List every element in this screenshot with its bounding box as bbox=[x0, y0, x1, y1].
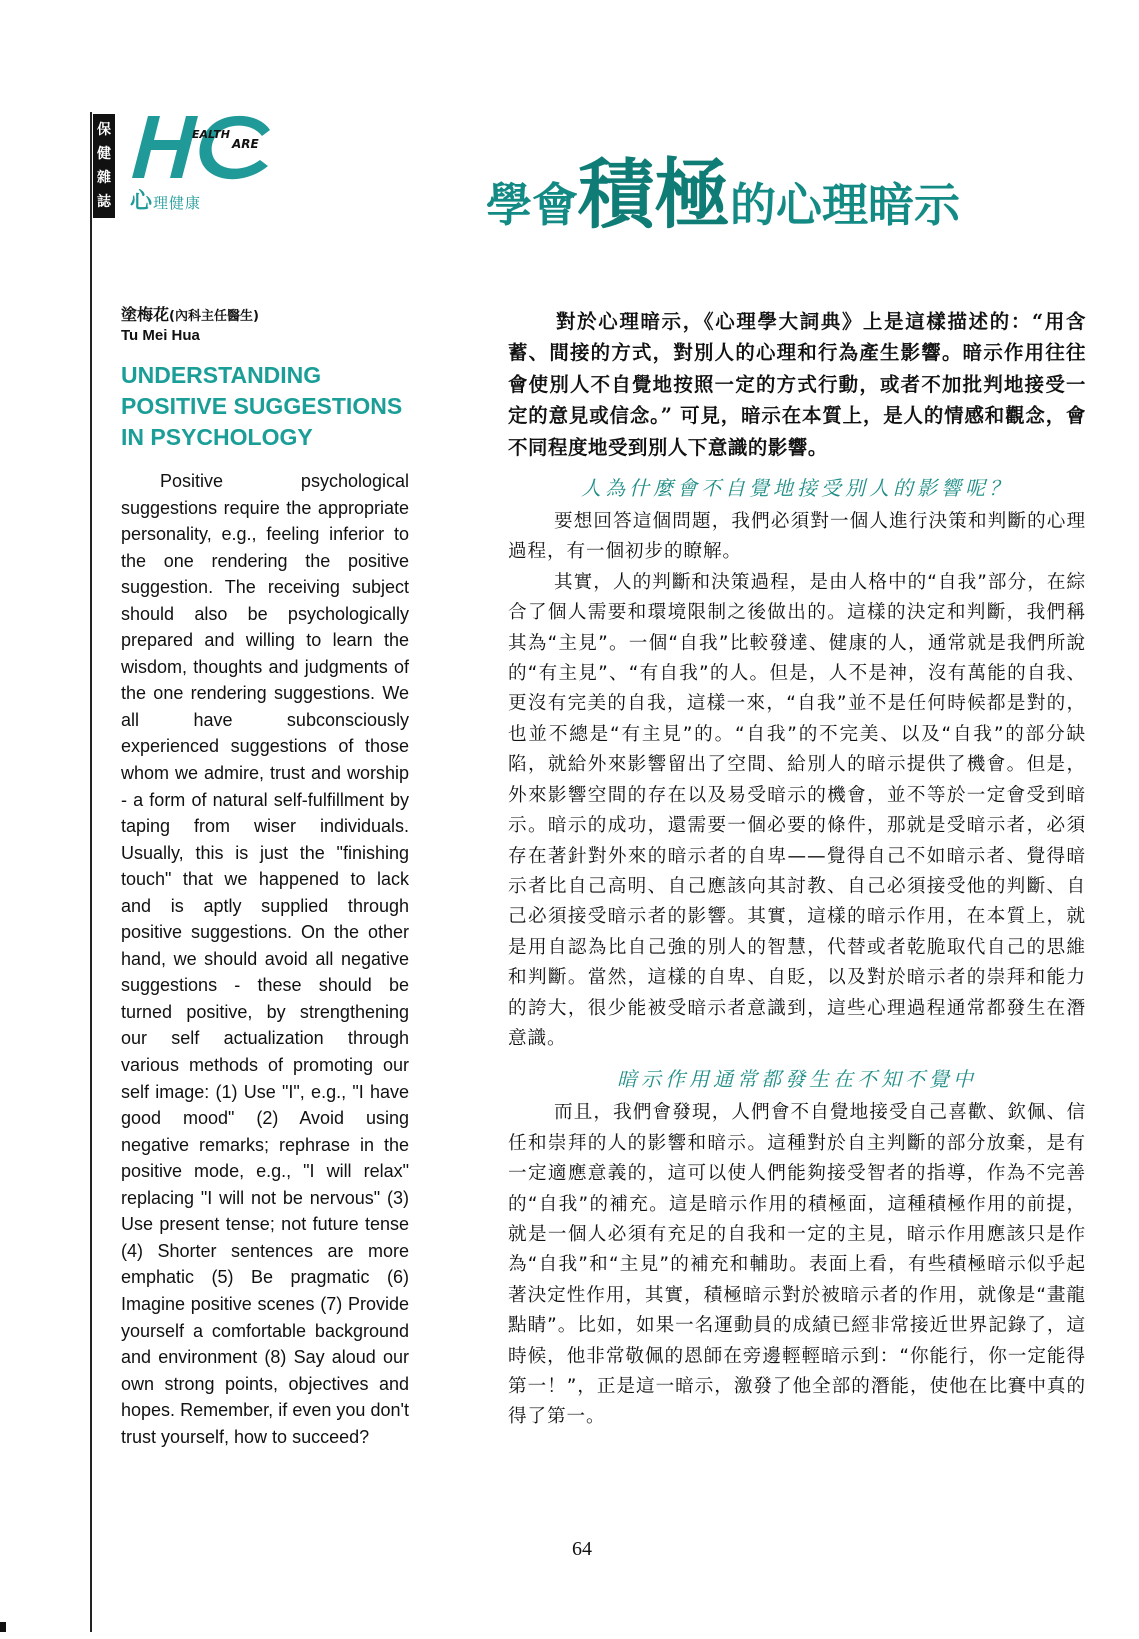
subheading-2: 暗示作用通常都發生在不知不覺中 bbox=[617, 1067, 977, 1092]
english-body: Positive psychological suggestions require the appropriate personality, e.g., feeling inferior to the one rendering the positive suggestion. The receiving subject should also be psychologically prepared and willing to learn the wisdom, thoughts and judgments of the one rendering suggestions. We all have subconsciously experienced suggestions of those whom we admire, trust and worship - a form of natural self-fulfillment by taping from wiser individuals. Usually, this is just the "finishing touch" that we happened to lack and is aptly supplied through positive suggestions. On the other hand, we should avoid all negative suggestions - these should be turned positive, by strengthening our self actualization through various methods of promoting our self image: (1) Use "I", e.g., "I have good mood" (2) Avoid using negative remarks; rephrase in the positive mode, e.g., "I will relax" replacing "I will not be nervous" (3) Use present tense; not future tense (4) Shorter sentences are more emphatic (5) Be pragmatic (6) Imagine positive scenes (7) Provide yourself a comfortable background and environment (8) Say aloud our own strong points, objectives and hopes. Remember, if even you don't trust yourself, how to succeed? bbox=[121, 471, 409, 1447]
hc-logo-graphic bbox=[120, 108, 290, 188]
author-english: Tu Mei Hua bbox=[121, 327, 200, 344]
page-number: 64 bbox=[572, 1538, 592, 1560]
paragraph-1: 要想回答這個問題，我們必須對一個人進行決策和判斷的心理過程，有一個初步的瞭解。 bbox=[508, 511, 1086, 563]
section-name-first: 心 bbox=[130, 189, 154, 214]
magazine-vertical-label bbox=[93, 114, 115, 218]
article-title bbox=[486, 150, 1106, 240]
lead-paragraph: 對於心理暗示，《心理學大詞典》上是這樣描述的：“用含蓄、間接的方式，對別人的心理和行為產生影響。暗示作用往往會使別人不自覺地按照一定的方式行動，或者不加批判地接受一定的意見或信念。” 可見，暗示在本質上，是人的情感和觀念，會不同程度地受到別人下意識的影響。 bbox=[508, 310, 1086, 459]
paragraph-3: 而且，我們會發現，人們會不自覺地接受自己喜歡、欽佩、信任和崇拜的人的影響和暗示。這種對於自主判斷的部分放棄，是有一定適應意義的，這可以使人們能夠接受智者的指導，作為不完善的“自我”的補充。這是暗示作用的積極面，這種積極作用的前提，就是一個人必須有充足的自我和一定的主見，暗示作用應該只是作為“自我”和“主見”的補充和輔助。表面上看，有些積極暗示似乎起著決定性作用，其實，積極暗示對於被暗示者的作用，就像是“畫龍點睛”。比如，如果一名運動員的成績已經非常接近世界記錄了，這時候，他非常敬佩的恩師在旁邊輕輕暗示到：“你能行，你一定能得第一！”，正是這一暗示，激發了他全部的潛能，使他在比賽中真的得了第一。 bbox=[508, 1102, 1086, 1428]
magazine-char: 誌 bbox=[97, 194, 111, 210]
title-part-2: 積極 bbox=[578, 150, 730, 239]
column-rule bbox=[90, 112, 92, 1632]
logo-word-top: EALTH bbox=[192, 128, 230, 141]
english-heading: UNDERSTANDING POSITIVE SUGGESTIONS IN PSYCHOLOGY bbox=[121, 362, 403, 450]
magazine-char: 健 bbox=[97, 146, 111, 162]
title-part-3: 的心理暗示 bbox=[730, 178, 960, 232]
title-part-1: 學會 bbox=[486, 178, 578, 232]
logo-word-bottom: ARE bbox=[232, 137, 259, 151]
subheading-1: 人為什麼會不自覺地接受別人的影響呢？ bbox=[581, 476, 1013, 501]
edge-mark bbox=[0, 1622, 6, 1632]
magazine-char: 保 bbox=[97, 122, 111, 138]
section-name bbox=[130, 184, 201, 215]
author-role-cn: (內科主任醫生) bbox=[169, 309, 259, 324]
author-name-cn: 塗梅花 bbox=[121, 305, 170, 324]
section-name-rest: 理健康 bbox=[153, 194, 202, 212]
paragraph-2: 其實，人的判斷和決策過程，是由人格中的“自我”部分，在綜合了個人需要和環境限制之後做出的。這樣的決定和判斷，我們稱其為“主見”。一個“自我”比較發達、健康的人，通常就是我們所說的“有主見”、“有自我”的人。但是，人不是神，沒有萬能的自我、更沒有完美的自我，這樣一來，“自我”並不是任何時候都是對的，也並不總是“有主見”的。“自我”的不完美、以及“自我”的部分缺陷，就給外來影響留出了空間、給別人的暗示提供了機會。但是，外來影響空間的存在以及易受暗示的機會，並不等於一定會受到暗示。暗示的成功，還需要一個必要的條件，那就是受暗示者，必須存在著針對外來的暗示者的自卑——覺得自己不如暗示者、覺得暗示者比自己高明、自己應該向其討教、自己必須接受他的判斷、自己必須接受暗示者的影響。其實，這樣的暗示作用，在本質上，就是用自認為比自己強的別人的智慧，代替或者乾脆取代自己的思維和判斷。當然，這樣的自卑、自貶，以及對於暗示者的崇拜和能力的誇大，很少能被受暗示者意識到，這些心理過程通常都發生在潛意識。 bbox=[508, 571, 1086, 1049]
hc-logo bbox=[120, 108, 290, 188]
chinese-article bbox=[508, 306, 1086, 1433]
magazine-char: 雜 bbox=[97, 170, 111, 186]
author-chinese bbox=[121, 302, 259, 325]
